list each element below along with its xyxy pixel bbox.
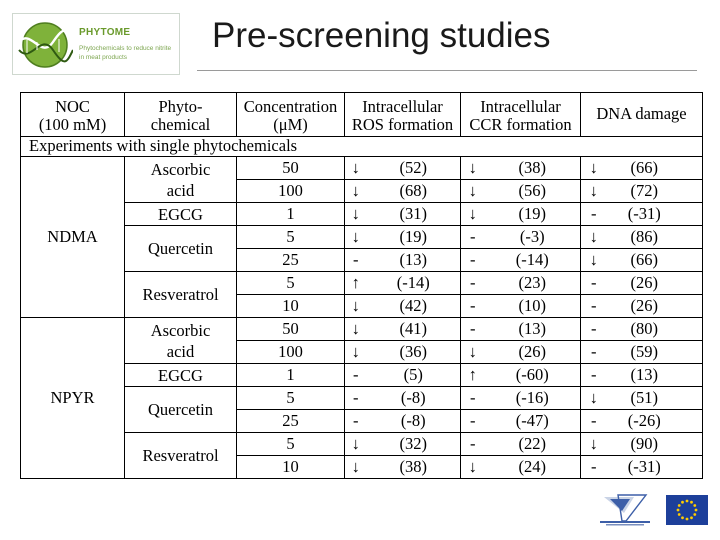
dna-value: (-31) <box>607 203 703 226</box>
phytochemical-name: Resveratrol <box>142 285 219 304</box>
ros-arrow: ↓ <box>345 157 367 180</box>
results-table <box>20 92 703 479</box>
ccr-value: (10) <box>485 295 581 318</box>
header-phyto: Phyto- <box>125 93 237 117</box>
concentration-cell: 1 <box>237 364 345 387</box>
ros-value: (38) <box>367 456 461 479</box>
ros-value: (36) <box>367 341 461 364</box>
dna-value: (72) <box>607 180 703 203</box>
concentration-cell: 100 <box>237 180 345 203</box>
concentration-cell: 100 <box>237 341 345 364</box>
dna-arrow: ↓ <box>581 387 607 410</box>
concentration-cell: 5 <box>237 387 345 410</box>
concentration-cell: 1 <box>237 203 345 226</box>
eu-star-icon <box>686 518 689 521</box>
noc-group-label: NDMA <box>21 157 125 318</box>
dna-value: (-26) <box>607 410 703 433</box>
eu-star-icon <box>690 516 693 519</box>
dna-value: (-31) <box>607 456 703 479</box>
ccr-arrow: ↓ <box>461 180 485 203</box>
ccr-value: (13) <box>485 318 581 341</box>
header-ccr-2: CCR formation <box>461 117 581 137</box>
phytochemical-cell <box>125 272 237 318</box>
dna-value: (59) <box>607 341 703 364</box>
ros-arrow: - <box>345 364 367 387</box>
ccr-arrow: ↓ <box>461 157 485 180</box>
noc-group-label: NPYR <box>21 318 125 479</box>
ccr-arrow: - <box>461 410 485 433</box>
eu-star-icon <box>693 513 696 516</box>
dna-arrow: ↓ <box>581 180 607 203</box>
title-divider <box>197 70 697 71</box>
ros-value: (13) <box>367 249 461 272</box>
ccr-value: (-60) <box>485 364 581 387</box>
phytochemical-name: Quercetin <box>147 400 214 419</box>
ccr-arrow: - <box>461 226 485 249</box>
concentration-cell: 5 <box>237 226 345 249</box>
ros-arrow: ↓ <box>345 456 367 479</box>
ros-arrow: ↓ <box>345 318 367 341</box>
dna-arrow: ↓ <box>581 433 607 456</box>
dna-arrow: - <box>581 341 607 364</box>
eu-star-icon <box>695 509 698 512</box>
dna-value: (26) <box>607 272 703 295</box>
ros-value: (-14) <box>367 272 461 295</box>
phytochemical-cell <box>125 203 237 226</box>
logo-brand-name: PHYTOME <box>79 27 131 38</box>
phytochemical-name: acid <box>166 180 195 200</box>
header-noc: NOC <box>21 93 125 117</box>
dna-arrow: - <box>581 295 607 318</box>
ros-value: (68) <box>367 180 461 203</box>
concentration-cell: 5 <box>237 272 345 295</box>
ros-arrow: ↑ <box>345 272 367 295</box>
header-ros-2: ROS formation <box>345 117 461 137</box>
ccr-value: (-14) <box>485 249 581 272</box>
eu-star-icon <box>681 501 684 504</box>
ccr-value: (56) <box>485 180 581 203</box>
header-dna-damage: DNA damage <box>581 93 703 137</box>
phytochemical-name: Ascorbic <box>150 159 211 179</box>
table-row <box>21 318 703 341</box>
phytochemical-name: EGCG <box>158 365 203 385</box>
dna-arrow: - <box>581 364 607 387</box>
ccr-arrow: ↓ <box>461 341 485 364</box>
header-concentration-unit: (μM) <box>237 117 345 137</box>
dna-arrow: - <box>581 272 607 295</box>
ccr-arrow: - <box>461 249 485 272</box>
dna-value: (51) <box>607 387 703 410</box>
dna-value: (86) <box>607 226 703 249</box>
phytochemical-name: acid <box>166 341 195 361</box>
concentration-cell: 5 <box>237 433 345 456</box>
ros-value: (31) <box>367 203 461 226</box>
ccr-value: (-47) <box>485 410 581 433</box>
section-label: Experiments with single phytochemicals <box>21 137 703 157</box>
dna-arrow: ↓ <box>581 249 607 272</box>
ccr-value: (-16) <box>485 387 581 410</box>
ros-value: (42) <box>367 295 461 318</box>
ccr-arrow: - <box>461 272 485 295</box>
phytochemical-name: Quercetin <box>147 239 214 258</box>
fp7-logo-icon <box>596 493 654 527</box>
ccr-value: (22) <box>485 433 581 456</box>
dna-arrow: ↓ <box>581 157 607 180</box>
header-concentration: Concentration <box>237 93 345 117</box>
eu-star-icon <box>690 501 693 504</box>
header-ccr: Intracellular <box>461 93 581 117</box>
ccr-arrow: - <box>461 433 485 456</box>
slide-title: Pre-screening studies <box>212 16 551 55</box>
eu-flag-icon <box>666 495 708 525</box>
phytome-logo <box>12 13 180 75</box>
dna-value: (80) <box>607 318 703 341</box>
dna-arrow: - <box>581 456 607 479</box>
ccr-value: (38) <box>485 157 581 180</box>
phytochemical-cell <box>125 387 237 433</box>
header-noc-unit: (100 mM) <box>21 117 125 137</box>
dna-arrow: - <box>581 203 607 226</box>
table-row <box>21 157 703 180</box>
ros-arrow: ↓ <box>345 226 367 249</box>
concentration-cell: 10 <box>237 295 345 318</box>
phytochemical-cell <box>125 318 237 364</box>
ros-arrow: ↓ <box>345 180 367 203</box>
ros-value: (-8) <box>367 387 461 410</box>
ros-value: (41) <box>367 318 461 341</box>
ros-arrow: - <box>345 410 367 433</box>
ccr-arrow: - <box>461 295 485 318</box>
ros-arrow: - <box>345 387 367 410</box>
ros-arrow: ↓ <box>345 341 367 364</box>
logo-tagline: Phytochemicals to reduce nitrite in meat products <box>79 45 172 61</box>
phytochemical-cell <box>125 226 237 272</box>
ccr-arrow: - <box>461 318 485 341</box>
ros-arrow: ↓ <box>345 433 367 456</box>
concentration-cell: 10 <box>237 456 345 479</box>
dna-value: (13) <box>607 364 703 387</box>
dna-globe-icon <box>17 20 73 70</box>
eu-star-icon <box>677 509 680 512</box>
ccr-value: (23) <box>485 272 581 295</box>
section-row <box>21 137 703 157</box>
phytochemical-name: Resveratrol <box>142 446 219 465</box>
phytochemical-name: Ascorbic <box>150 320 211 340</box>
ros-value: (19) <box>367 226 461 249</box>
header-row-1 <box>21 93 703 117</box>
phytochemical-cell <box>125 364 237 387</box>
ros-arrow: ↓ <box>345 295 367 318</box>
header-ros: Intracellular <box>345 93 461 117</box>
eu-star-icon <box>686 500 689 503</box>
eu-star-icon <box>678 513 681 516</box>
concentration-cell: 25 <box>237 410 345 433</box>
ccr-arrow: ↑ <box>461 364 485 387</box>
ros-value: (-8) <box>367 410 461 433</box>
ccr-value: (-3) <box>485 226 581 249</box>
ros-value: (52) <box>367 157 461 180</box>
dna-value: (26) <box>607 295 703 318</box>
dna-arrow: - <box>581 410 607 433</box>
phytochemical-name: EGCG <box>158 204 203 224</box>
ccr-arrow: - <box>461 387 485 410</box>
header-phyto-2: chemical <box>125 117 237 137</box>
phytochemical-cell <box>125 433 237 479</box>
concentration-cell: 50 <box>237 318 345 341</box>
ccr-value: (24) <box>485 456 581 479</box>
eu-star-icon <box>678 504 681 507</box>
ccr-arrow: ↓ <box>461 456 485 479</box>
ros-value: (5) <box>367 364 461 387</box>
dna-arrow: - <box>581 318 607 341</box>
dna-value: (90) <box>607 433 703 456</box>
eu-star-icon <box>693 504 696 507</box>
dna-value: (66) <box>607 157 703 180</box>
ccr-arrow: ↓ <box>461 203 485 226</box>
ros-arrow: ↓ <box>345 203 367 226</box>
ccr-value: (26) <box>485 341 581 364</box>
ccr-value: (19) <box>485 203 581 226</box>
ros-value: (32) <box>367 433 461 456</box>
phytochemical-cell <box>125 157 237 203</box>
concentration-cell: 50 <box>237 157 345 180</box>
concentration-cell: 25 <box>237 249 345 272</box>
eu-star-icon <box>681 516 684 519</box>
ros-arrow: - <box>345 249 367 272</box>
dna-arrow: ↓ <box>581 226 607 249</box>
dna-value: (66) <box>607 249 703 272</box>
